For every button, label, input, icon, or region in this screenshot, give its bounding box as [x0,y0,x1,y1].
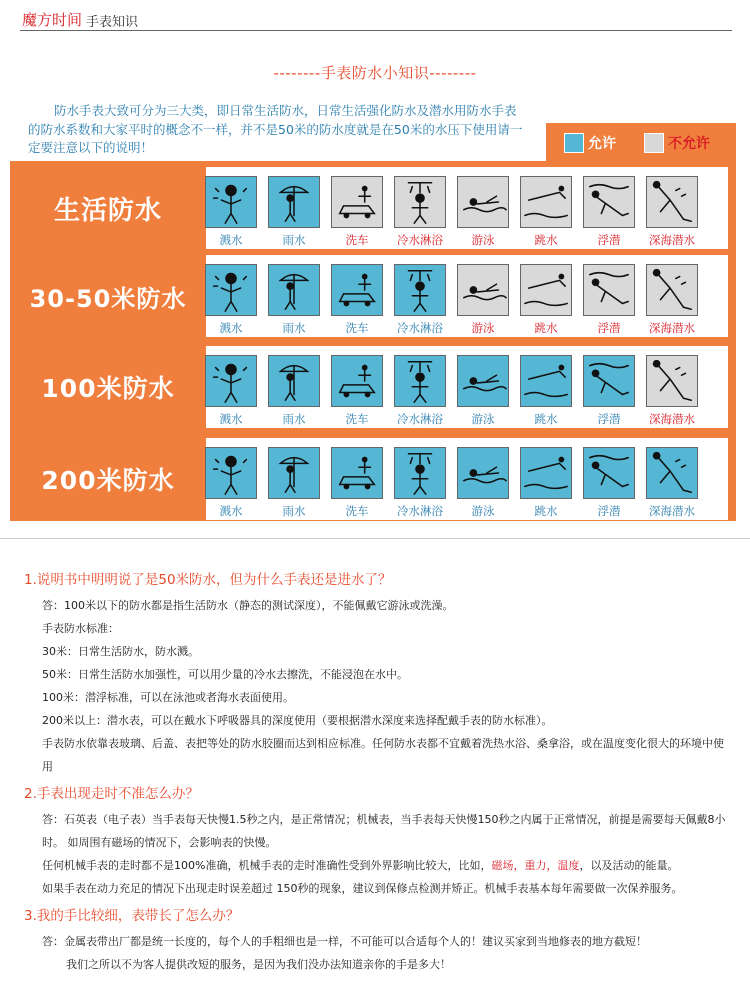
swimming-icon [457,447,509,499]
faq-answer-line: 100米：潜浮标准，可以在泳池或者海水表面使用。 [42,691,294,704]
level-label: 200米防水 [41,466,175,495]
activity-label: 冷水淋浴 [397,412,443,426]
activity-label: 跳水 [534,504,558,518]
activity-label: 溅水 [219,412,243,426]
activity-label: 深海潜水 [649,412,695,426]
activity-label: 深海潜水 [649,504,695,518]
faq-answer-text: 任何机械手表的走时都不是100%准确，机械手表的走时准确性受到外界影响比较大，比如， [42,859,492,872]
activity-label: 冷水淋浴 [397,504,443,518]
faq-answer-text: ，以及活动的能量。 [579,859,679,872]
faq-answer-line: 手表防水标准： [42,622,119,635]
swimming-icon [457,355,509,407]
activity-cell [518,355,574,427]
section-name: 手表知识 [86,15,139,30]
waterproof-grid [10,161,736,521]
activity-cell [392,176,448,248]
activity-label: 冷水淋浴 [397,321,443,335]
rain-umbrella-icon [268,355,320,407]
activity-cell [329,264,385,336]
activity-label: 溅水 [219,233,243,247]
diving-icon [520,447,572,499]
activity-label: 洗车 [345,504,369,518]
faq-question-2: 2.手表出现走时不准怎么办？ [24,786,199,802]
intro-text [28,102,528,158]
intro-paragraph: 防水手表大致可分为三大类，即日常生活防水，日常生活强化防水及潜水用防水手表的防水系数和大家平时的概念不一样，并不是50米的防水度就是在50米的水压下使用请一定要注意以下的说明！ [28,103,523,155]
snorkeling-icon [583,447,635,499]
faq-question-3: 3.我的手比较细，表带长了怎么办？ [24,908,240,924]
activity-cell [203,176,259,248]
activity-label: 游泳 [471,233,495,247]
activity-cell [455,176,511,248]
legend [546,123,736,161]
activity-label: 跳水 [534,233,558,247]
activity-cell [266,176,322,248]
page-header [20,6,732,31]
activity-label: 雨水 [282,504,306,518]
activity-label: 洗车 [345,233,369,247]
level-label: 100米防水 [41,374,175,403]
activity-cell [518,447,574,519]
activity-label: 雨水 [282,412,306,426]
faq-answer-line: 200米以上：潜水表，可以在戴水下呼吸器具的深度使用（要根据潜水深度来选择配戴手表的防水标准）。 [42,714,553,727]
splash-icon [205,355,257,407]
cold-shower-icon [394,264,446,316]
activity-label: 雨水 [282,321,306,335]
activity-cell [329,176,385,248]
activity-label: 浮潜 [597,412,621,426]
splash-icon [205,447,257,499]
cold-shower-icon [394,355,446,407]
activity-label: 跳水 [534,412,558,426]
activity-cell [392,355,448,427]
activity-cell [455,264,511,336]
snorkeling-icon [583,355,635,407]
activity-cell [329,447,385,519]
swimming-icon [457,264,509,316]
activity-cell [266,355,322,427]
activity-cell [581,176,637,248]
faq-answer-line: 30米：日常生活防水，防水溅。 [42,645,199,658]
activity-label: 溅水 [219,504,243,518]
divider [0,538,750,539]
activity-label: 浮潜 [597,321,621,335]
waterproof-title: --------手表防水小知识-------- [273,64,477,82]
activity-label: 深海潜水 [649,321,695,335]
activity-cell [518,176,574,248]
activity-cell [203,355,259,427]
activity-cell [581,264,637,336]
rain-umbrella-icon [268,264,320,316]
activity-cell [266,264,322,336]
not-allowed-label: 不允许 [668,136,710,152]
activity-cell [581,355,637,427]
activity-cell [518,264,574,336]
activity-label: 冷水淋浴 [397,233,443,247]
activity-label: 洗车 [345,321,369,335]
rain-umbrella-icon [268,176,320,228]
allowed-label: 允许 [588,136,616,152]
allowed-swatch [564,133,584,153]
activity-cell [455,447,511,519]
faq-answer-line: 50米：日常生活防水加强性，可以用少量的冷水去擦洗，不能浸泡在水中。 [42,668,408,681]
activity-label: 浮潜 [597,233,621,247]
activity-cell [581,447,637,519]
activity-cell [266,447,322,519]
level-label: 生活防水 [53,195,162,226]
activity-cell [644,176,700,248]
activity-cell [644,264,700,336]
faq-section [24,568,734,976]
activity-cell [644,447,700,519]
activity-cell [392,447,448,519]
rain-umbrella-icon [268,447,320,499]
splash-icon [205,176,257,228]
faq-answer-line: 答：石英表（电子表）当手表每天快慢1.5秒之内，是正常情况；机械表，当手表每天快慢150秒之内属于正常情况，前提是需要每天佩戴8小时。 如周围有磁场的情况下，会影响表的快慢。 [42,813,726,849]
activity-label: 溅水 [219,321,243,335]
activity-cell [644,355,700,427]
cold-shower-icon [394,176,446,228]
car-wash-icon [331,447,383,499]
activity-cell [203,447,259,519]
level-label: 30-50米防水 [29,284,187,313]
activity-label: 游泳 [471,504,495,518]
faq-question-1: 1.说明书中明明说了是50米防水，但为什么手表还是进水了？ [24,572,392,588]
faq-answer-line: 如果手表在动力充足的情况下出现走时误差超过 150秒的现象，建议到保修点检测并矫正。机械手表基本每年需要做一次保养服务。 [42,882,683,895]
car-wash-icon [331,176,383,228]
not-allowed-swatch [644,133,664,153]
cold-shower-icon [394,447,446,499]
activity-label: 游泳 [471,321,495,335]
activity-label: 跳水 [534,321,558,335]
splash-icon [205,264,257,316]
deep-sea-diving-icon [646,264,698,316]
faq-answer-line: 我们之所以不为客人提供改短的服务，是因为我们没办法知道亲你的手是多大！ [66,958,451,971]
brand-name: 魔方时间 [22,11,83,29]
deep-sea-diving-icon [646,447,698,499]
diving-icon [520,176,572,228]
activity-label: 浮潜 [597,504,621,518]
snorkeling-icon [583,264,635,316]
activity-label: 游泳 [471,412,495,426]
activity-cell [329,355,385,427]
activity-cell [455,355,511,427]
diving-icon [520,355,572,407]
deep-sea-diving-icon [646,355,698,407]
activity-cell [203,264,259,336]
activity-label: 深海潜水 [649,233,695,247]
activity-label: 洗车 [345,412,369,426]
swimming-icon [457,176,509,228]
faq-answer-line: 答：金属表带出厂都是统一长度的，每个人的手粗细也是一样，不可能可以合适每个人的！建议买家到当地修表的地方截短！ [42,935,647,948]
car-wash-icon [331,264,383,316]
faq-answer-line: 手表防水依靠表玻璃、后盖、表把等处的防水胶圈而达到相应标准。任何防水表都不宜戴着洗热水浴、桑拿浴，或在温度变化很大的环境中使用 [42,737,724,773]
faq-answer-line [24,854,734,877]
activity-cell [392,264,448,336]
faq-highlight: 磁场，重力，温度 [491,859,580,872]
diving-icon [520,264,572,316]
snorkeling-icon [583,176,635,228]
deep-sea-diving-icon [646,176,698,228]
faq-answer-line: 答：100米以下的防水都是指生活防水（静态的测试深度），不能佩戴它游泳或洗澡。 [42,599,454,612]
car-wash-icon [331,355,383,407]
activity-label: 雨水 [282,233,306,247]
